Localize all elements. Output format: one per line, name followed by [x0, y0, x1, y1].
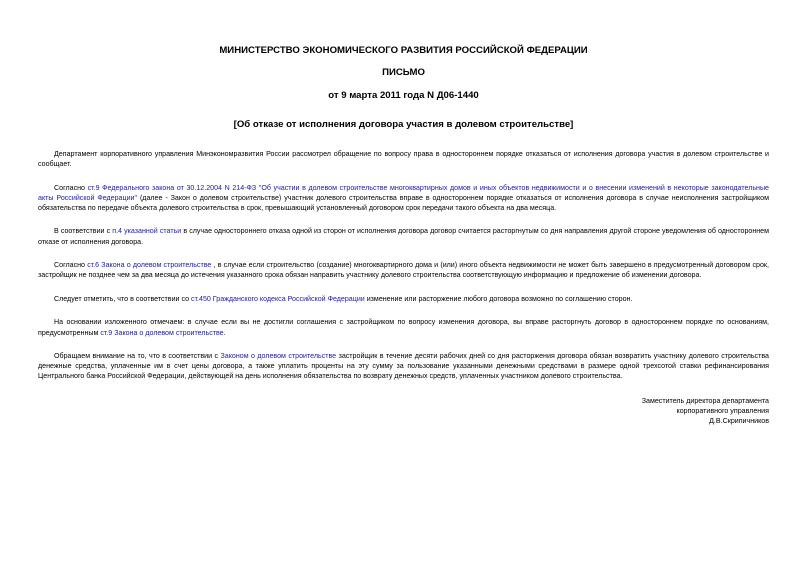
link-art9-law[interactable]: ст.9 Закона о долевом строительстве: [100, 328, 224, 337]
paragraph-5: [38, 294, 769, 304]
paragraph-6-text-a: На основании изложенного отмечаем: в случае если вы не достигли соглашения с застройщиком по вопросу изменения договора, вы вправе расторгнуть договор в одностороннем порядке по основаниям, предусмотренным: [38, 318, 769, 337]
link-shared-construction-law[interactable]: Законом о долевом строительстве: [220, 352, 337, 361]
link-art6-law[interactable]: ст.6 Закона о долевом строительстве: [87, 261, 212, 270]
link-art450-civil-code[interactable]: ст.450 Гражданского кодекса Российской Федерации: [191, 294, 365, 303]
paragraph-3-text-b: в случае одностороннего отказа одной из сторон от исполнения договора договор считается расторгнутым со дня направления другой стороне уведомления об одностороннем отказе от исполнения договора.: [38, 227, 769, 246]
ministry-heading: МИНИСТЕРСТВО ЭКОНОМИЧЕСКОГО РАЗВИТИЯ РОССИЙСКОЙ ФЕДЕРАЦИИ: [219, 45, 588, 56]
doc-type-heading: ПИСЬМО: [382, 67, 425, 78]
subject-heading: [Об отказе от исполнения договора участия в долевом строительстве]: [233, 119, 574, 130]
paragraph-1: [38, 149, 769, 169]
link-art9-federal-law-214fz[interactable]: ст.9 Федерального закона от 30.12.2004 N 214-ФЗ "Об участии в долевом строительстве многоквартирных домов и иных объектов недвижимости и о внесении изменений в некоторые законодательные акты Российской Федерации": [38, 183, 769, 202]
paragraph-7: [38, 351, 769, 381]
letter-body: [38, 149, 769, 395]
paragraph-2: [38, 183, 769, 213]
paragraph-6-text-b: .: [223, 328, 226, 337]
paragraph-3-text-a: В соответствии с: [54, 227, 113, 236]
paragraph-5-text-a: Следует отметить, что в соответствии со: [54, 294, 192, 303]
paragraph-1-text: Департамент корпоративного управления Минэкономразвития России рассмотрел обращение по вопросу права в одностороннем порядке отказаться от исполнения договора участия в долевом строительстве и сообщает.: [38, 150, 769, 169]
signature-position: Заместитель директора департамента: [641, 397, 769, 405]
paragraph-2-text-a: Согласно: [54, 183, 88, 192]
paragraph-6: [38, 317, 769, 337]
paragraph-4-text-a: Согласно: [54, 261, 88, 270]
signature-name: Д.В.Скрипичников: [709, 417, 769, 426]
paragraph-5-text-b: изменение или расторжение любого договора возможно по соглашению сторон.: [364, 294, 633, 303]
paragraph-7-text-b: застройщик в течение десяти рабочих дней со дня расторжения договора обязан возвратить участнику долевого строительства денежные средства, уплаченные им в счет цены договора, а также уплатить проценты на эту сумму за пользование указанными денежными средствами в размере одной трехсотой ставки рефинансирования Центрального банка Российской Федерации, действующей на день исполнения обязательства по возврату денежных средств, уплаченных участником долевого строительства.: [38, 352, 769, 381]
paragraph-2-text-b: (далее - Закон о долевом строительстве) участник долевого строительства вправе в одностороннем порядке отказаться от исполнения договора в случае неисполнения застройщиком обязательства по передаче объекта долевого строительства в срок, превышающий установленный договором срок передачи такого объекта на два месяца.: [38, 193, 769, 212]
signature-department: корпоративного управления: [676, 407, 769, 416]
paragraph-4: [38, 260, 769, 280]
signature-block: [642, 396, 769, 426]
paragraph-7-text-a: Обращаем внимание на то, что в соответствии с: [54, 352, 221, 361]
paragraph-4-text-b: , в случае если строительство (создание) многоквартирного дома и (или) иного объекта недвижимости не может быть завершено в предусмотренный договором срок, застройщик не позднее чем за два месяца до истечения указанного срока обязан направить участнику долевого строительства соответствующую информацию и предложение об изменении договора.: [38, 261, 769, 280]
date-number-heading: от 9 марта 2011 года N Д06-1440: [328, 90, 479, 101]
link-p4-article[interactable]: п.4 указанной статьи: [112, 227, 182, 236]
paragraph-3: [38, 226, 769, 246]
